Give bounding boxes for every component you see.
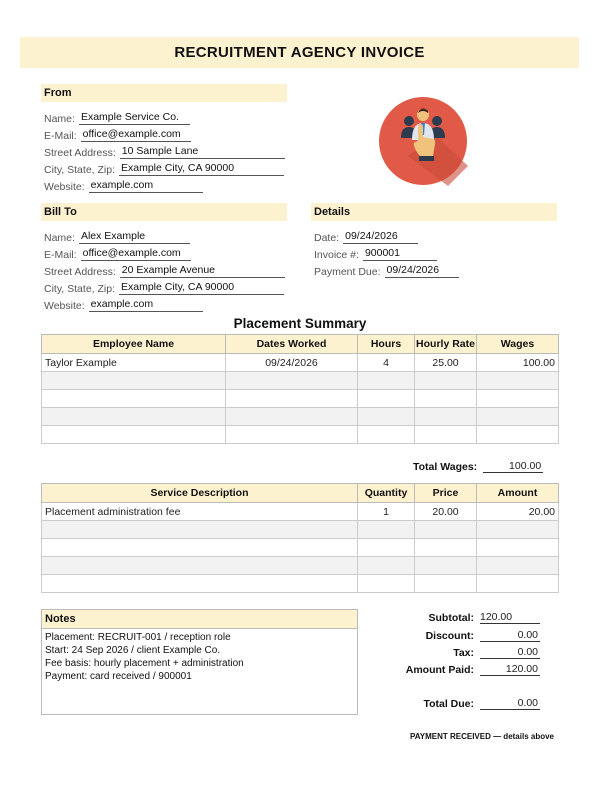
service-cell[interactable] xyxy=(415,539,477,557)
placement-cell[interactable] xyxy=(226,372,358,390)
placement-column-header: Hourly Rate xyxy=(415,335,477,354)
details-invoice-value[interactable]: 900001 xyxy=(363,247,437,261)
service-cell[interactable] xyxy=(477,575,559,593)
from-city-label: City, State, Zip: xyxy=(44,164,115,176)
discount-value[interactable]: 0.00 xyxy=(480,629,540,642)
billto-email-label: E-Mail: xyxy=(44,249,77,261)
total-due-label: Total Due: xyxy=(423,698,474,710)
service-cell[interactable] xyxy=(42,539,358,557)
placement-row xyxy=(42,390,559,408)
placement-cell[interactable] xyxy=(226,408,358,426)
bill-to-heading: Bill To xyxy=(41,203,287,221)
amount-paid-row xyxy=(406,663,540,676)
service-cell[interactable]: 20.00 xyxy=(477,503,559,521)
total-wages-value: 100.00 xyxy=(483,460,543,473)
placement-row xyxy=(42,426,559,444)
service-cell[interactable] xyxy=(415,575,477,593)
placement-cell[interactable] xyxy=(477,372,559,390)
recruiter-hand-icon xyxy=(378,96,468,186)
placement-cell[interactable]: 4 xyxy=(358,354,415,372)
placement-row xyxy=(42,354,559,372)
placement-cell[interactable] xyxy=(477,426,559,444)
discount-label: Discount: xyxy=(425,630,474,642)
service-row xyxy=(42,557,559,575)
from-email-value[interactable]: office@example.com xyxy=(81,128,191,142)
service-cell[interactable] xyxy=(477,557,559,575)
placement-cell[interactable] xyxy=(42,426,226,444)
service-cell[interactable]: 1 xyxy=(358,503,415,521)
notes-box xyxy=(41,609,358,715)
total-wages-label: Total Wages: xyxy=(413,461,478,473)
from-email-row xyxy=(44,127,191,142)
placement-cell[interactable] xyxy=(42,390,226,408)
details-due-label: Payment Due: xyxy=(314,266,381,278)
tax-value[interactable]: 0.00 xyxy=(480,646,540,659)
service-cell[interactable] xyxy=(477,521,559,539)
details-date-row xyxy=(314,229,418,244)
service-cell[interactable] xyxy=(42,575,358,593)
total-due-value: 0.00 xyxy=(480,697,540,710)
placement-cell[interactable] xyxy=(415,372,477,390)
from-website-row xyxy=(44,178,203,193)
placement-cell[interactable] xyxy=(226,426,358,444)
service-cell[interactable] xyxy=(415,521,477,539)
from-street-row xyxy=(44,144,285,159)
details-invoice-label: Invoice #: xyxy=(314,249,359,261)
from-name-row xyxy=(44,110,190,125)
service-cell[interactable] xyxy=(358,557,415,575)
service-column-header: Amount xyxy=(477,484,559,503)
notes-body[interactable] xyxy=(42,629,357,685)
invoice-title-bar xyxy=(20,37,579,68)
placement-cell[interactable] xyxy=(358,408,415,426)
from-name-value[interactable]: Example Service Co. xyxy=(79,111,190,125)
discount-row xyxy=(426,629,540,642)
tax-row xyxy=(453,646,540,659)
service-row xyxy=(42,539,559,557)
details-heading: Details xyxy=(311,203,557,221)
service-row xyxy=(42,503,559,521)
service-cell[interactable] xyxy=(477,539,559,557)
service-cell[interactable]: 20.00 xyxy=(415,503,477,521)
placement-cell[interactable]: 25.00 xyxy=(415,354,477,372)
service-cell[interactable] xyxy=(358,521,415,539)
placement-cell[interactable] xyxy=(358,390,415,408)
amount-paid-label: Amount Paid: xyxy=(405,664,474,676)
from-city-value[interactable]: Example City, CA 90000 xyxy=(119,162,284,176)
placement-row xyxy=(42,372,559,390)
from-website-label: Website: xyxy=(44,181,85,193)
amount-paid-value[interactable]: 120.00 xyxy=(480,663,540,676)
service-column-header: Quantity xyxy=(358,484,415,503)
placement-cell[interactable]: 100.00 xyxy=(477,354,559,372)
details-invoice-row xyxy=(314,246,437,261)
notes-line: Payment: card received / 900001 xyxy=(45,671,192,682)
tax-label: Tax: xyxy=(453,647,474,659)
billto-email-row xyxy=(44,246,191,261)
payment-status-note: PAYMENT RECEIVED — details above xyxy=(409,732,554,741)
billto-city-label: City, State, Zip: xyxy=(44,283,115,295)
notes-line: Start: 24 Sep 2026 / client Example Co. xyxy=(45,645,221,656)
placement-column-header: Employee Name xyxy=(42,335,226,354)
from-street-label: Street Address: xyxy=(44,147,116,159)
invoice-title: RECRUITMENT AGENCY INVOICE xyxy=(174,44,425,61)
billto-street-row xyxy=(44,263,285,278)
service-row xyxy=(42,575,559,593)
service-cell[interactable] xyxy=(358,575,415,593)
billto-city-row xyxy=(44,280,284,295)
notes-heading: Notes xyxy=(42,610,357,629)
service-column-header: Service Description xyxy=(42,484,358,503)
service-cell[interactable] xyxy=(42,557,358,575)
service-cell[interactable] xyxy=(358,539,415,557)
billto-street-value[interactable]: 20 Example Avenue xyxy=(120,264,285,278)
subtotal-label: Subtotal: xyxy=(428,612,474,624)
placement-column-header: Hours xyxy=(358,335,415,354)
from-name-label: Name: xyxy=(44,113,75,125)
placement-cell[interactable] xyxy=(477,408,559,426)
billto-website-row xyxy=(44,297,203,312)
details-date-label: Date: xyxy=(314,232,340,244)
placement-cell[interactable] xyxy=(358,426,415,444)
notes-line: Fee basis: hourly placement + administration xyxy=(45,658,244,669)
from-heading: From xyxy=(41,84,287,102)
billto-name-label: Name: xyxy=(44,232,75,244)
total-due-row xyxy=(423,697,540,710)
placement-cell[interactable] xyxy=(415,426,477,444)
service-cell[interactable] xyxy=(42,521,358,539)
service-column-header: Price xyxy=(415,484,477,503)
billto-website-value[interactable]: example.com xyxy=(89,298,203,312)
subtotal-value: 120.00 xyxy=(480,611,540,624)
placement-cell[interactable]: 09/24/2026 xyxy=(226,354,358,372)
billto-website-label: Website: xyxy=(44,300,85,312)
placement-row xyxy=(42,408,559,426)
placement-column-header: Wages xyxy=(477,335,559,354)
service-row xyxy=(42,521,559,539)
placement-cell[interactable] xyxy=(42,408,226,426)
billto-name-value[interactable]: Alex Example xyxy=(79,230,190,244)
placement-cell[interactable] xyxy=(477,390,559,408)
from-street-value[interactable]: 10 Sample Lane xyxy=(120,145,285,159)
placement-cell[interactable]: Taylor Example xyxy=(42,354,226,372)
notes-line: Placement: RECRUIT-001 / reception role xyxy=(45,632,231,643)
billto-email-value[interactable]: office@example.com xyxy=(81,247,191,261)
billto-city-value[interactable]: Example City, CA 90000 xyxy=(119,281,284,295)
billto-street-label: Street Address: xyxy=(44,266,116,278)
placement-summary-title: Placement Summary xyxy=(233,316,367,331)
total-wages-row xyxy=(413,460,543,473)
from-city-row xyxy=(44,161,284,176)
subtotal-row xyxy=(429,611,541,624)
placement-cell[interactable] xyxy=(415,408,477,426)
details-date-value[interactable]: 09/24/2026 xyxy=(343,230,418,244)
placement-cell[interactable] xyxy=(226,390,358,408)
from-email-label: E-Mail: xyxy=(44,130,77,142)
service-cell[interactable]: Placement administration fee xyxy=(42,503,358,521)
from-website-value[interactable]: example.com xyxy=(89,179,203,193)
billto-name-row xyxy=(44,229,190,244)
services-header-row xyxy=(42,484,559,503)
placement-cell[interactable] xyxy=(42,372,226,390)
placement-cell[interactable] xyxy=(415,390,477,408)
placement-header-row xyxy=(42,335,559,354)
services-table xyxy=(41,483,559,593)
details-due-value[interactable]: 09/24/2026 xyxy=(385,264,459,278)
placement-cell[interactable] xyxy=(358,372,415,390)
service-cell[interactable] xyxy=(415,557,477,575)
placement-table xyxy=(41,334,559,444)
placement-column-header: Dates Worked xyxy=(226,335,358,354)
details-due-row xyxy=(314,263,459,278)
